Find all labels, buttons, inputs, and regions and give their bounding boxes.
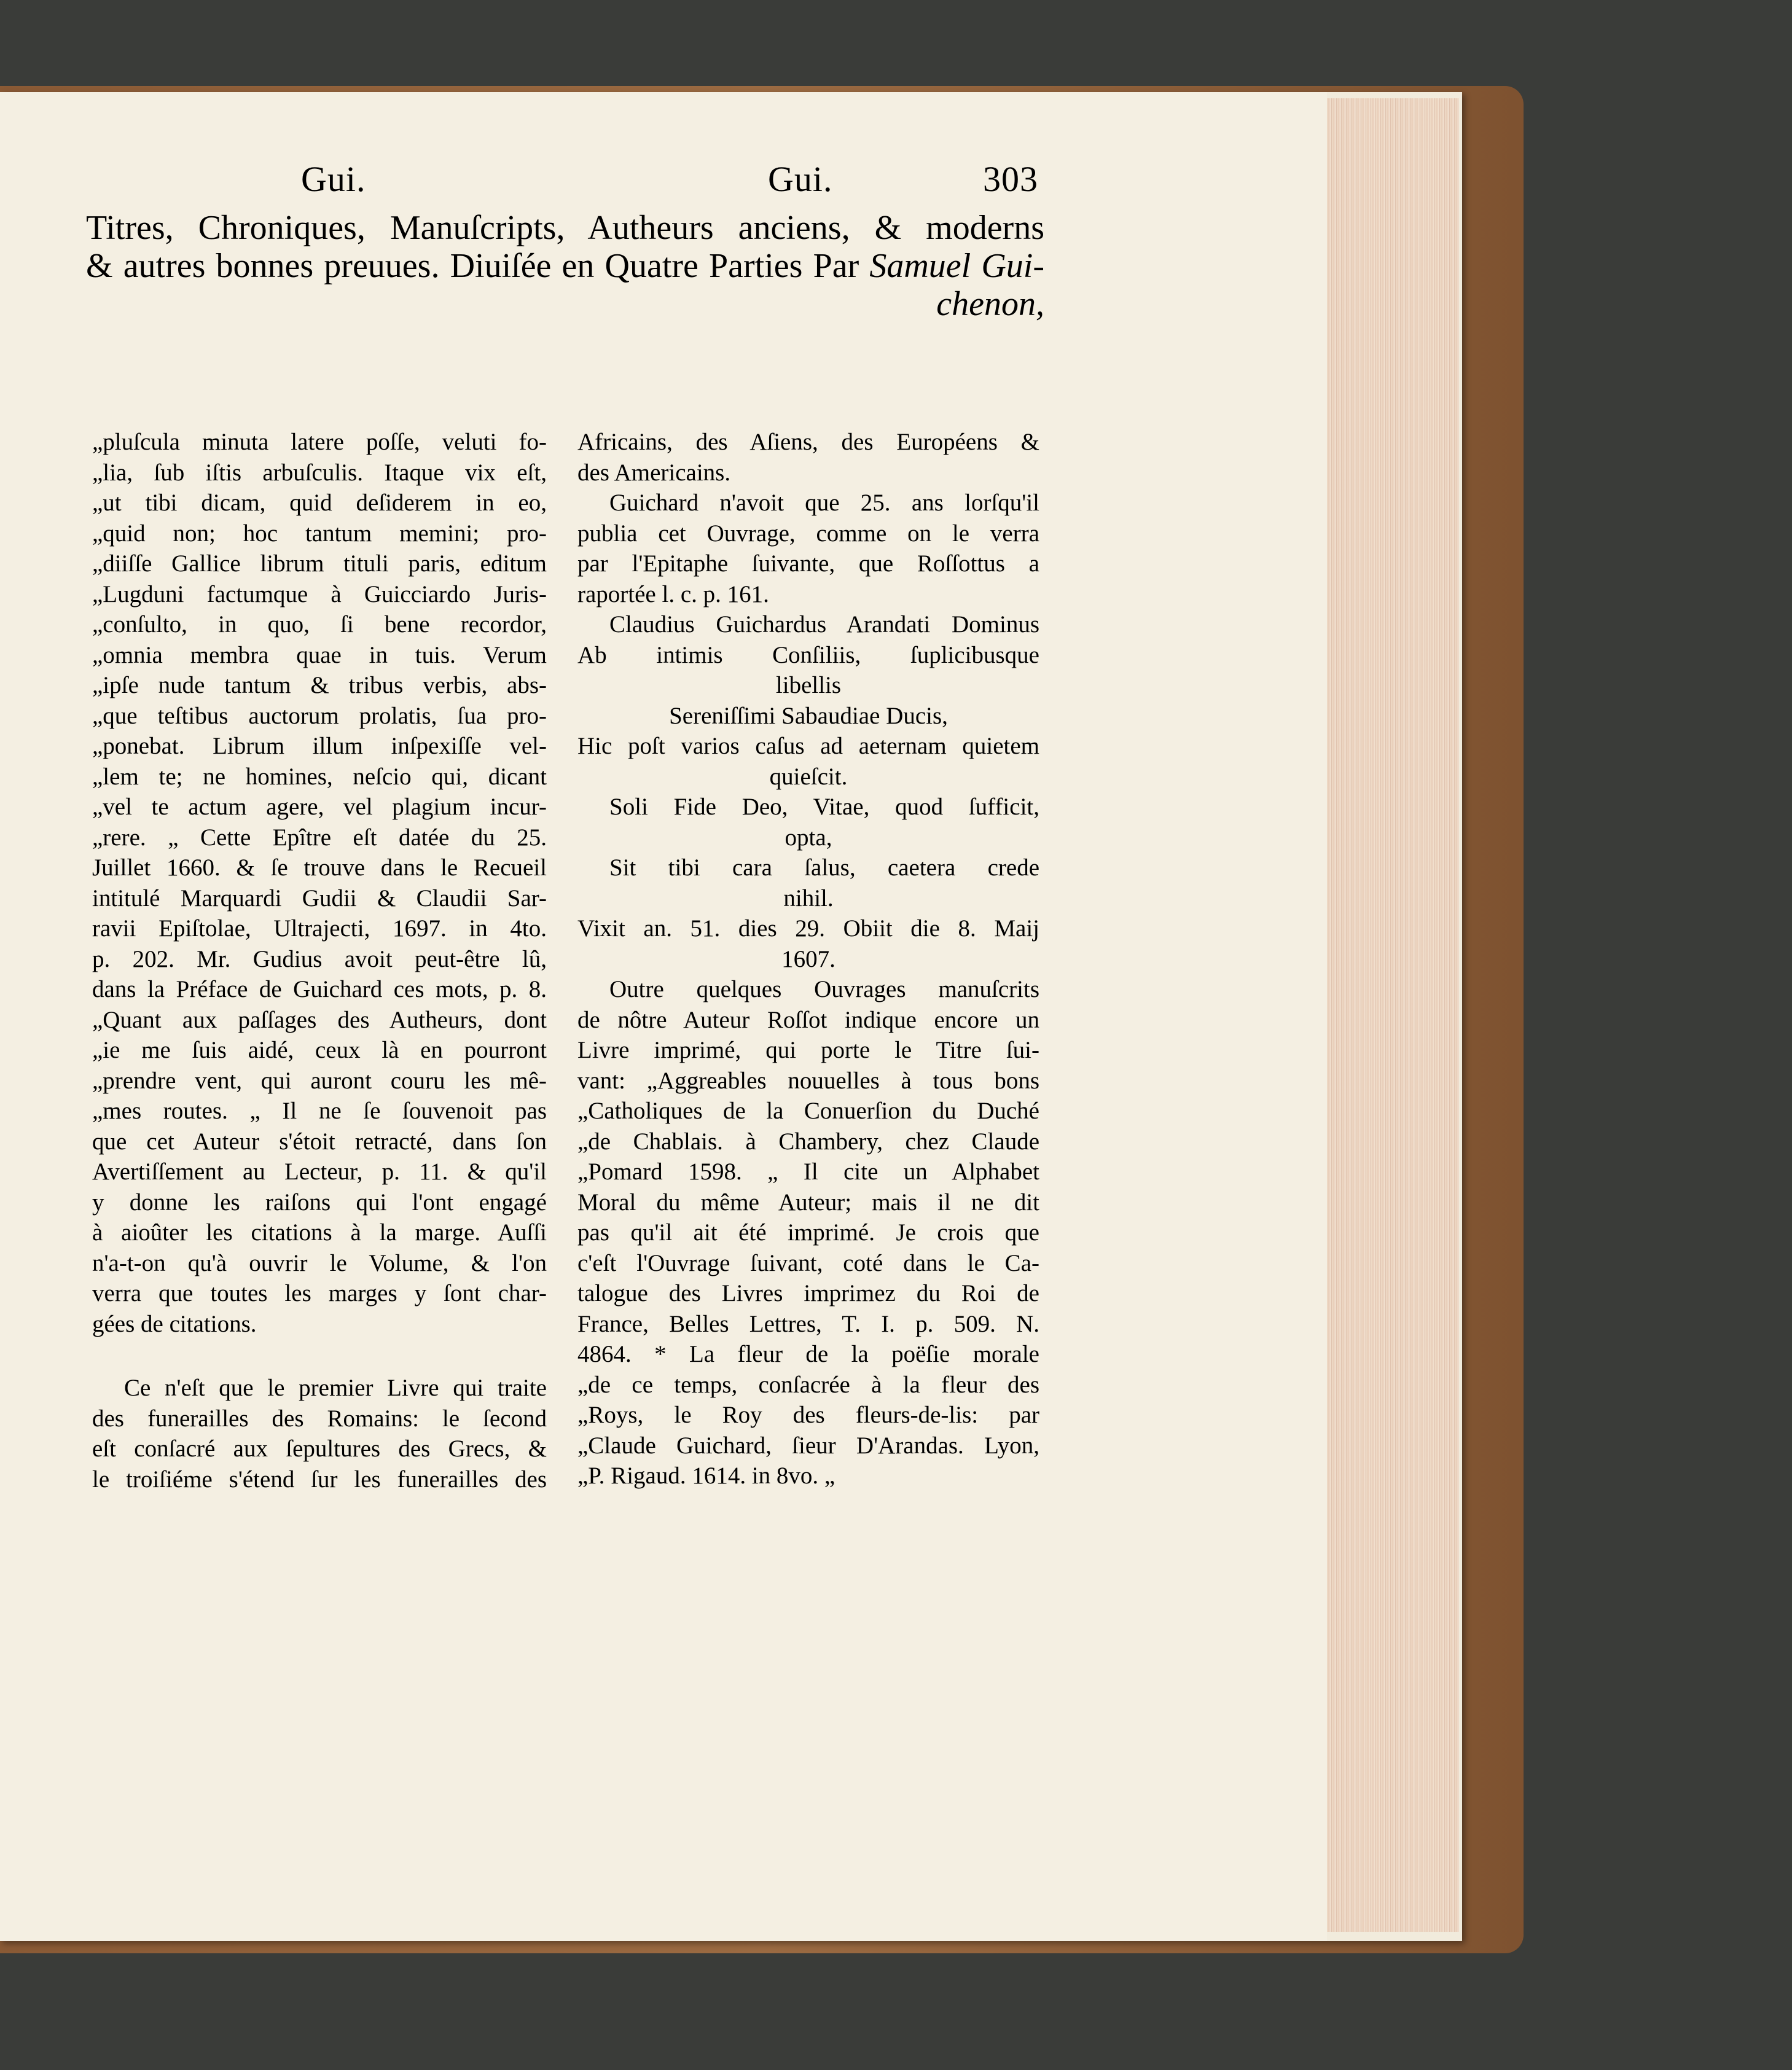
- running-head-center: Gui.: [768, 159, 833, 199]
- title-line-2-italic: Samuel Gui-: [869, 247, 1044, 285]
- text-line: libellis: [775, 672, 842, 698]
- text-line: „Lugduni factumque à Guicciardo Juris-: [92, 580, 547, 607]
- text-line: „Claude Guichard, ſieur D'Arandas. Lyon,: [577, 1432, 1039, 1459]
- text-line: „prendre vent, qui auront couru les mê-: [92, 1067, 547, 1094]
- text-line: Sit tibi cara ſalus, caetera crede: [609, 854, 1039, 881]
- text-line: des Americains.: [577, 459, 731, 486]
- text-line: 4864. * La fleur de la poëſie morale: [577, 1341, 1039, 1367]
- paragraph-gap: [92, 1339, 547, 1373]
- text-line: pas qu'il ait été imprimé. Je crois que: [577, 1219, 1039, 1246]
- text-line: y donne les raiſons qui l'ont engagé: [92, 1189, 547, 1216]
- title-continuation: [86, 209, 1044, 323]
- left-paragraph-2: [92, 1373, 547, 1494]
- text-line: ravii Epiſtolae, Ultrajecti, 1697. in 4to.: [92, 915, 547, 942]
- text-line: „de ce temps, conſacrée à la fleur des: [577, 1371, 1039, 1398]
- text-line: par l'Epitaphe ſuivante, que Roſſottus a: [577, 550, 1039, 577]
- text-line: Livre imprimé, qui porte le Titre ſui-: [577, 1037, 1039, 1063]
- text-line: n'a-t-on qu'à ouvrir le Volume, & l'on: [92, 1249, 547, 1276]
- text-line: „que teſtibus auctorum prolatis, ſua pro-: [92, 702, 547, 729]
- text-line: „quid non; hoc tantum memini; pro-: [92, 520, 547, 547]
- text-line: „omnia membra quae in tuis. Verum: [92, 641, 547, 668]
- text-line: des funerailles des Romains: le ſecond: [92, 1405, 547, 1432]
- text-line: „Roys, le Roy des fleurs-de-lis: par: [577, 1402, 1039, 1428]
- text-line: que cet Auteur s'étoit retracté, dans ſon: [92, 1128, 547, 1155]
- text-line: vant: „Aggreables nouuelles à tous bons: [577, 1067, 1039, 1094]
- epitaph: [577, 609, 1039, 974]
- text-line: Guichard n'avoit que 25. ans lorſqu'il: [609, 490, 1039, 516]
- right-paragraph-2: [577, 974, 1039, 1491]
- text-line: Claudius Guichardus Arandati Dominus: [609, 611, 1039, 638]
- text-line: Sereniſſimi Sabaudiae Ducis,: [669, 702, 948, 729]
- text-line: Avertiſſement au Lecteur, p. 11. & qu'il: [92, 1158, 547, 1185]
- left-paragraph-1: [92, 427, 547, 1339]
- text-line: p. 202. Mr. Gudius avoit peut-être lû,: [92, 945, 547, 972]
- right-column: [577, 427, 1039, 1491]
- text-line: Hic poſt varios caſus ad aeternam quietem: [577, 733, 1039, 759]
- text-line: France, Belles Lettres, T. I. p. 509. N.: [577, 1310, 1039, 1337]
- text-line: „conſulto, in quo, ſi bene recordor,: [92, 611, 547, 638]
- text-line: „mes routes. „ Il ne ſe ſouvenoit pas: [92, 1098, 547, 1124]
- text-line: „vel te actum agere, vel plagium incur-: [92, 794, 547, 820]
- text-line: verra que toutes les marges y ſont char-: [92, 1280, 547, 1306]
- text-line: Soli Fide Deo, Vitae, quod ſufficit,: [609, 794, 1039, 820]
- left-column: [92, 427, 547, 1494]
- right-paragraph-1: [577, 427, 1039, 609]
- text-line: „de Chablais. à Chambery, chez Claude: [577, 1128, 1039, 1155]
- running-head-left: Gui.: [301, 159, 366, 199]
- text-line: „ipſe nude tantum & tribus verbis, abs-: [92, 672, 547, 698]
- text-line: c'eſt l'Ouvrage ſuivant, coté dans le Ca-: [577, 1249, 1039, 1276]
- text-line: opta,: [784, 824, 832, 851]
- text-line: raportée l. c. p. 161.: [577, 580, 769, 607]
- text-line: „lem te; ne homines, neſcio qui, dicant: [92, 763, 547, 790]
- title-line-1: Titres, Chroniques, Manuſcripts, Autheurs anciens, & moderns: [86, 209, 1044, 247]
- text-line: „pluſcula minuta latere poſſe, veluti fo-: [92, 429, 547, 455]
- text-line: „diiſſe Gallice librum tituli paris, editum: [92, 550, 547, 577]
- text-line: talogue des Livres imprimez du Roi de: [577, 1280, 1039, 1306]
- text-line: eſt conſacré aux ſepultures des Grecs, &: [92, 1435, 547, 1462]
- text-line: „lia, ſub iſtis arbuſculis. Itaque vix eſt,: [92, 459, 547, 486]
- text-line: „P. Rigaud. 1614. in 8vo. „: [577, 1463, 835, 1489]
- text-line: Outre quelques Ouvrages manuſcrits: [609, 976, 1039, 1002]
- title-line-2-roman: & autres bonnes preuues. Diuiſée en Quatre Parties Par: [86, 247, 870, 285]
- text-line: Juillet 1660. & ſe trouve dans le Recueil: [92, 854, 547, 881]
- text-line: Vixit an. 51. dies 29. Obiit die 8. Maij: [577, 915, 1039, 942]
- text-line: Moral du même Auteur; mais il ne dit: [577, 1189, 1039, 1216]
- text-line: „ponebat. Librum illum inſpexiſſe vel-: [92, 733, 547, 759]
- title-line-3: chenon,: [936, 285, 1044, 323]
- text-line: „Catholiques de la Conuerſion du Duché: [577, 1098, 1039, 1124]
- text-line: le troiſiéme s'étend ſur les funerailles des: [92, 1466, 547, 1493]
- text-line: quieſcit.: [769, 763, 848, 790]
- text-line: gées de citations.: [92, 1310, 257, 1337]
- text-line: publia cet Ouvrage, comme on le verra: [577, 520, 1039, 547]
- page-number: 303: [983, 159, 1038, 199]
- text-line: nihil.: [783, 885, 834, 912]
- text-line: 1607.: [781, 945, 835, 972]
- page-edges: [1327, 98, 1459, 1932]
- text-line: Africains, des Aſiens, des Européens &: [577, 429, 1039, 455]
- text-line: Ab intimis Conſiliis, ſuplicibusque: [577, 641, 1039, 668]
- text-line: Ce n'eſt que le premier Livre qui traite: [124, 1375, 547, 1401]
- text-line: „Pomard 1598. „ Il cite un Alphabet: [577, 1158, 1039, 1185]
- text-line: „rere. „ Cette Epître eſt datée du 25.: [92, 824, 547, 851]
- text-line: „ie me ſuis aidé, ceux là en pourront: [92, 1037, 547, 1063]
- text-line: de nôtre Auteur Roſſot indique encore un: [577, 1006, 1039, 1033]
- text-line: „Quant aux paſſages des Autheurs, dont: [92, 1006, 547, 1033]
- text-line: „ut tibi dicam, quid deſiderem in eo,: [92, 490, 547, 516]
- title-line-2: [86, 247, 1044, 285]
- text-line: dans la Préface de Guichard ces mots, p. 8.: [92, 976, 547, 1002]
- text-line: intitulé Marquardi Gudii & Claudii Sar-: [92, 885, 547, 912]
- text-line: à aioûter les citations à la marge. Auſſi: [92, 1219, 547, 1246]
